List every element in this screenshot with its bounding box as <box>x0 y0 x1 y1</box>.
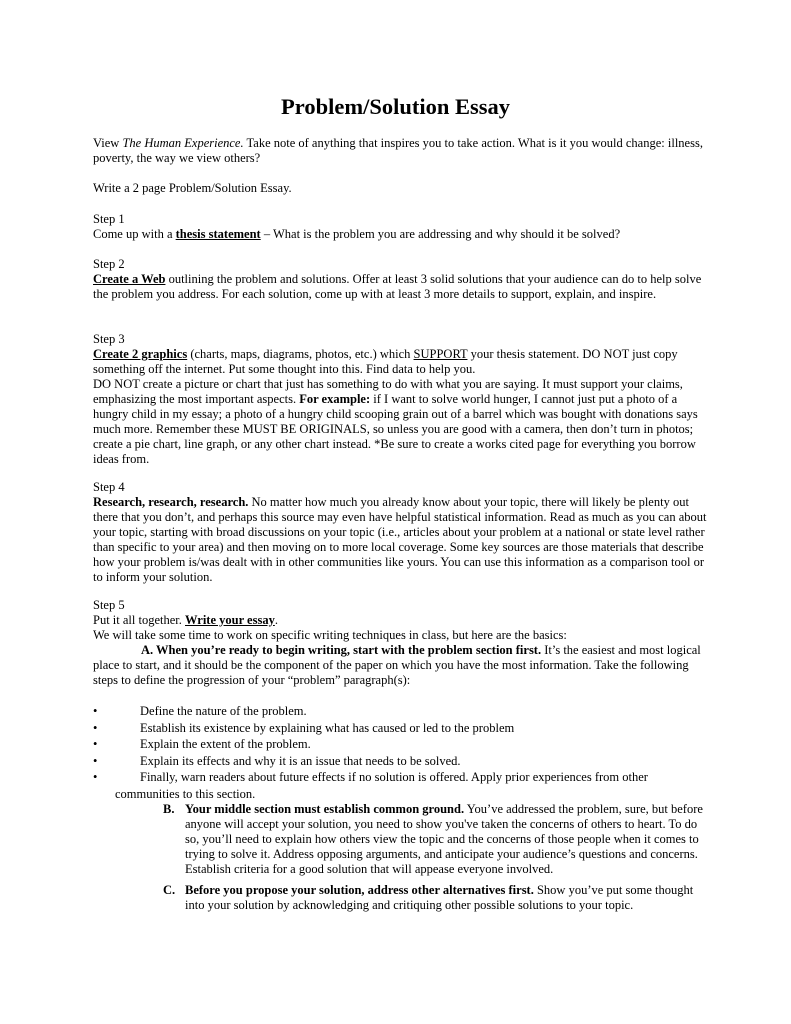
section-b-heading: Your middle section must establish common ground. <box>185 802 465 816</box>
bullet-icon: • <box>93 753 98 768</box>
section-c-letter: C. <box>163 883 176 897</box>
section-c-body <box>163 883 708 913</box>
step-2-label: Step 2 <box>93 257 125 271</box>
step-3-lead: Create 2 graphics <box>93 347 188 361</box>
step-1-label: Step 1 <box>93 212 125 226</box>
section-b-letter: B. <box>163 802 175 816</box>
list-item <box>93 770 713 803</box>
section-c-heading: Before you propose your solution, address other alternatives first. <box>185 883 534 897</box>
step-3-example-label: For example: <box>299 392 371 406</box>
list-item-text: Explain the extent of the problem. <box>140 737 311 751</box>
step-2-text: outlining the problem and solutions. Offer at least 3 solid solutions that your audience can do to help solve the problem you address. For each solution, come up with at least 3 more details to support, explain, and inspire. <box>93 272 702 301</box>
step-5-lead: Write your essay <box>185 613 275 627</box>
step-4-text: No matter how much you already know about your topic, there will likely be plenty out there that you don’t, and perhaps this source may even have helpful statistical information. Read as much as you can about your topic, starting with broad discussions on your topic (i.e., articles about your problem at a national or state level rather than specific to your area) and then moving on to more local coverage. Some key sources are those materials that describe how your problem is/was dealt with in other communities like yours. You can use this information as a comparison tool or to inform your solution. <box>93 495 707 584</box>
step-2 <box>93 257 713 302</box>
intro-text-pre: View <box>93 136 123 150</box>
bullet-icon: • <box>93 720 98 735</box>
page-title: Problem/Solution Essay <box>281 94 510 119</box>
step-4-label: Step 4 <box>93 480 125 494</box>
bullet-icon: • <box>93 704 98 718</box>
section-b-text: You’ve addressed the problem, sure, but before anyone will accept your solution, you need to show you've taken the concerns of others to heart. To do so, you’ll need to explain how others view the topic and the concerns of those people when it comes to trying to solve it. Address opposing arguments, and anticipate your audience’s questions and concerns. Establish criteria for a good solution that will appease everyone involved. <box>185 802 703 876</box>
step-5-text-pre: Put it all together. <box>93 613 186 627</box>
step-1 <box>93 212 713 242</box>
list-item-text: Define the nature of the problem. <box>140 704 307 718</box>
step-5-text-post: . <box>274 613 278 627</box>
step-3-support: SUPPORT <box>413 347 468 361</box>
section-b-body <box>163 802 708 877</box>
bullet-icon: • <box>93 737 98 751</box>
step-3 <box>93 332 713 467</box>
bullet-icon: • <box>93 770 98 784</box>
step-2-lead: Create a Web <box>93 272 166 286</box>
step-1-text-post: – What is the problem you are addressing and why should it be solved? <box>260 227 621 241</box>
step-3-p2-post: if I want to solve world hunger, I cannot just put a photo of a hungry child in my essay; a photo of a hungry child scooping grain out of a barrel which was bought with donations says much more. Remember these MUST BE ORIGINALS, so unless you are good with a camera, then don’t turn in photos; create a pie chart, line graph, or any other chart instead. *Be sure to create a works cited page for everything you borrow ideas from. <box>93 392 698 466</box>
step-5 <box>93 598 713 688</box>
list-item-continuation: communities to this section. <box>115 786 256 801</box>
list-item <box>93 737 713 754</box>
list-item <box>93 704 713 721</box>
section-c-text: Show you’ve put some thought into your solution by acknowledging and critiquing other possible solutions to your topic. <box>185 883 694 912</box>
section-c <box>163 883 708 913</box>
list-item <box>93 721 713 738</box>
problem-steps-list <box>93 704 713 803</box>
step-3-label: Step 3 <box>93 332 125 346</box>
step-5-line-2: We will take some time to work on specific writing techniques in class, but here are the basics: <box>93 628 567 642</box>
step-3-text-b: your thesis statement. DO NOT just copy something off the internet. Put some thought into this. Find data to help you. <box>93 347 678 376</box>
list-item <box>93 754 713 771</box>
step-3-text-a: (charts, maps, diagrams, photos, etc.) which <box>187 347 414 361</box>
section-a-heading: A. When you’re ready to begin writing, start with the problem section first. <box>141 643 542 657</box>
section-a-text: It’s the easiest and most logical place to start, and it should be the component of the paper on which you have the most information. Take the following steps to define the progression of your “problem” paragraph(s): <box>93 643 701 687</box>
step-4-lead: Research, research, research. <box>93 495 249 509</box>
step-1-lead: thesis statement <box>175 227 261 241</box>
list-item-text: Establish its existence by explaining what has caused or led to the problem <box>140 720 515 735</box>
step-1-text-pre: Come up with a <box>93 227 176 241</box>
step-5-label: Step 5 <box>93 598 125 612</box>
intro-paragraph <box>93 136 713 166</box>
step-4 <box>93 480 713 585</box>
list-item-text: Finally, warn readers about future effects if no solution is offered. Apply prior experiences from other <box>140 770 648 784</box>
section-a <box>93 643 713 688</box>
intro-text-post: Take note of anything that inspires you to take action. What is it you would change: illness, poverty, the way we view others? <box>93 136 703 165</box>
list-item-text: Explain its effects and why it is an issue that needs to be solved. <box>140 753 461 768</box>
assignment-line: Write a 2 page Problem/Solution Essay. <box>93 181 292 195</box>
section-b <box>163 802 708 877</box>
intro-film-title: The Human Experience. <box>122 136 244 150</box>
step-3-p2-pre: DO NOT create a picture or chart that just has something to do with what you are saying. It must support your claims, emphasizing the most important aspects. <box>93 377 683 406</box>
